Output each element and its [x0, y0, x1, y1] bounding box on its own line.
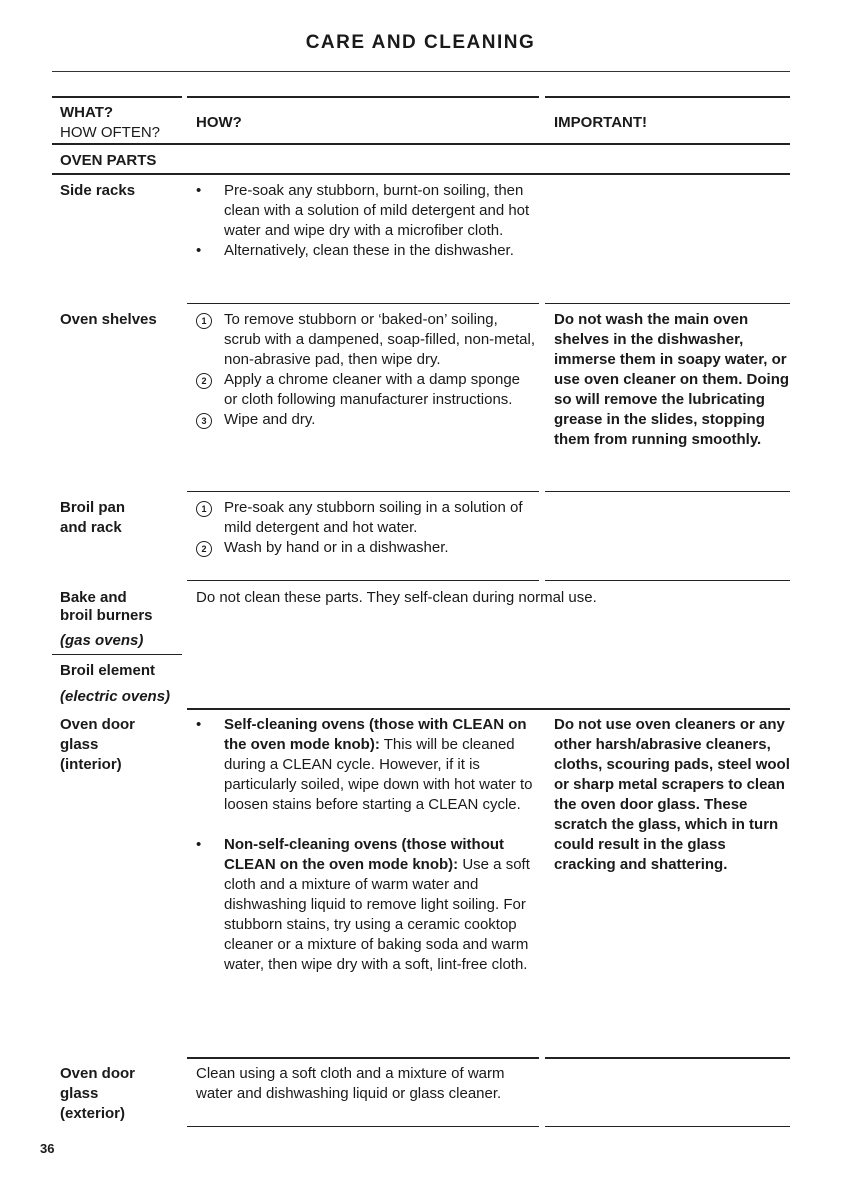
step-number-icon: 2	[196, 373, 212, 389]
bullet-icon: •	[196, 716, 202, 733]
row-oven-shelves-what: Oven shelves	[60, 311, 157, 328]
row-door-exterior-what: Oven door glass (exterior)	[60, 1065, 136, 1122]
header-important: IMPORTANT!	[554, 114, 648, 131]
section-heading: OVEN PARTS	[60, 152, 157, 169]
header-bottom-rule	[52, 143, 790, 145]
row-divider	[187, 580, 539, 581]
list-item: • Alternatively, clean these in the dishwasher.	[196, 242, 514, 259]
table-bottom-rule	[187, 1126, 539, 1127]
header-how-often-label: HOW OFTEN?	[60, 124, 160, 141]
row-divider	[187, 708, 790, 710]
row-door-exterior-how: Clean using a soft cloth and a mixture of warm water and dishwashing liquid or glass cleaner.	[196, 1065, 505, 1102]
list-item: • Non-self-cleaning ovens (those without CLEAN on the oven mode knob): Use a soft cloth and a mixture of warm water and dishwashing liquid to remove light soiling. For stubborn stains, try using a ceramic cooktop cleaner or a mixture of baking soda and warm water, then wipe dry with a soft, lint-free cloth.	[196, 836, 530, 973]
step-number-icon: 1	[196, 313, 212, 329]
list-item: • Self-cleaning ovens (those with CLEAN on the oven mode knob): This will be cleaned during a CLEAN cycle. However, if it is particularly soiled, wipe down with hot water to loosen stains before starting a CLEAN cycle.	[196, 716, 533, 813]
row-door-interior-what: Oven door glass (interior)	[60, 716, 136, 773]
list-item: 3 Wipe and dry.	[196, 410, 536, 430]
row-door-interior-important: Do not use oven cleaners or any other harsh/abrasive cleaners, cloths, scouring pads, steel wool or sharp metal scrapers to clean the oven door glass. These scratch the glass, which in turn could result in the glass cracking and shattering.	[554, 716, 790, 873]
row-burners-how: Do not clean these parts. They self-clean during normal use.	[196, 589, 597, 606]
title-divider	[52, 71, 790, 72]
row-oven-shelves-important: Do not wash the main oven shelves in the dishwasher, immerse them in soapy water, or use oven cleaner on them. Doing so will remove the lubricating grease in the slides, stopping them from running smoothly.	[554, 311, 790, 448]
page-number: 36	[40, 1141, 55, 1156]
page-title: CARE AND CLEANING	[305, 32, 536, 53]
section-rule	[52, 173, 790, 175]
row-broil-element-what: Broil element (electric ovens)	[60, 662, 171, 705]
header-what	[60, 103, 182, 143]
list-item: 1 To remove stubborn or ‘baked-on’ soiling, scrub with a dampened, soap-filled, non-metal, non-abrasive pad, then wipe dry.	[196, 310, 536, 370]
row-oven-shelves-how	[196, 310, 536, 430]
row-burners-what: Bake and broil burners (gas ovens)	[60, 589, 153, 649]
row-divider	[52, 654, 182, 655]
header-rule-col1	[52, 96, 182, 98]
header-rule-col2	[187, 96, 539, 98]
table-bottom-rule	[545, 1126, 790, 1127]
list-item: 2 Apply a chrome cleaner with a damp sponge or cloth following manufacturer instructions.	[196, 370, 536, 410]
list-item: 2 Wash by hand or in a dishwasher.	[196, 538, 536, 558]
row-divider	[545, 491, 790, 492]
list-item: • Pre-soak any stubborn, burnt-on soiling, then clean with a solution of mild detergent and hot water and wipe dry with a microfiber cloth.	[196, 182, 530, 239]
row-divider	[545, 580, 790, 581]
bullet-icon: •	[196, 242, 202, 259]
list-item: 1 Pre-soak any stubborn soiling in a solution of mild detergent and hot water.	[196, 498, 536, 538]
row-divider	[545, 303, 790, 304]
row-door-interior-how	[196, 715, 536, 975]
step-number-icon: 3	[196, 413, 212, 429]
bullet-icon: •	[196, 836, 202, 853]
header-what-label: WHAT?	[60, 104, 114, 121]
row-divider	[545, 1057, 790, 1059]
row-broil-pan-what: Broil pan and rack	[60, 499, 126, 536]
spacer	[196, 815, 536, 835]
header-how: HOW?	[196, 114, 242, 131]
step-number-icon: 2	[196, 541, 212, 557]
row-side-racks-how	[196, 181, 536, 261]
row-side-racks-what: Side racks	[60, 182, 136, 199]
row-divider	[187, 491, 539, 492]
row-broil-pan-how	[196, 498, 536, 558]
row-divider	[187, 303, 539, 304]
row-divider	[187, 1057, 539, 1059]
header-rule-col3	[545, 96, 790, 98]
step-number-icon: 1	[196, 501, 212, 517]
bullet-icon: •	[196, 182, 202, 199]
